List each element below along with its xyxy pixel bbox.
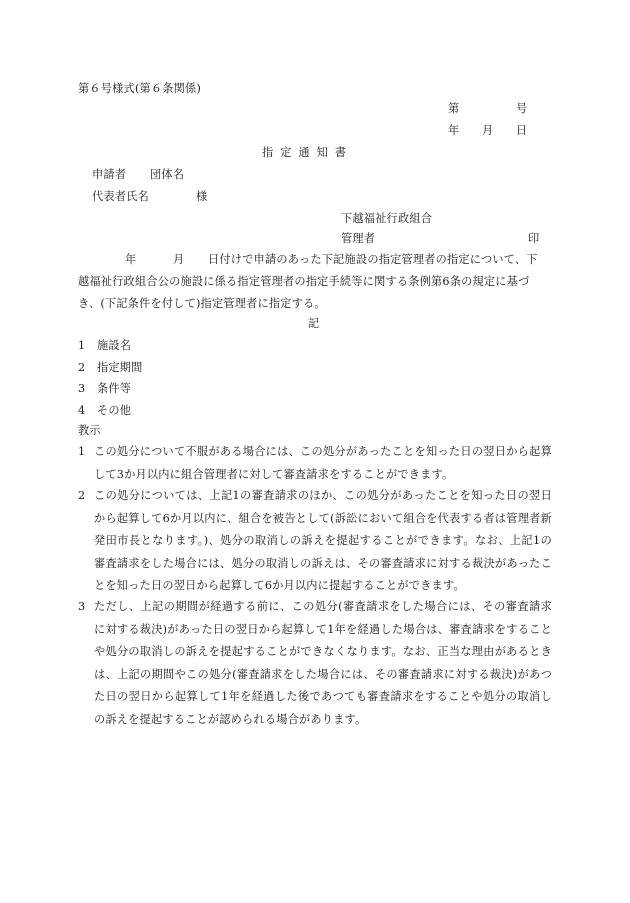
item-designation-period: 指定期間 — [97, 361, 143, 374]
item-number: 3 — [78, 382, 86, 395]
issuer-role: 管理者 — [341, 232, 376, 245]
notice-text: この処分について不服がある場合には、この処分があったことを知った日の翌日から起算して3か月以内に組合管理者に対して審査請求をすることができます。 — [94, 445, 552, 481]
honorific: 様 — [196, 190, 208, 203]
notice-text: この処分については、上記1の審査請求のほか、この処分があったことを知った日の翌日から起算して6か月以内に、組合を被告として(訴訟において組合を代表する者は管理者新発田市長となります。)、処分の取消しの訴えを提起することができます。なお、上記1の審査請求をした場合には、処分の取消しの訴えは、その審査請求に対する裁決があったことを知った日の翌日から起算して6か月以内に提起することができます。 — [94, 489, 552, 592]
item-number: 1 — [78, 339, 86, 352]
notice-item — [78, 441, 552, 486]
notice-heading: 教示 — [78, 424, 101, 437]
representative-name-label: 代表者氏名 — [92, 190, 149, 203]
notice-item — [78, 596, 552, 731]
date-month: 月 — [482, 124, 494, 137]
seal-mark: 印 — [528, 232, 540, 245]
doc-number-dai: 第 — [448, 102, 460, 115]
main-text-line1: 日付けで申請のあった下記施設の指定管理者の指定について、下 — [208, 253, 538, 266]
main-text-line3: き、(下記条件を付して)指定管理者に指定する。 — [78, 297, 326, 310]
main-text-line2: 越福祉行政組合公の施設に係る指定管理者の指定手続等に関する条例第6条の規定に基づ — [78, 275, 530, 288]
date-day: 日 — [516, 124, 528, 137]
doc-number-go: 号 — [516, 102, 528, 115]
date-year: 年 — [448, 124, 460, 137]
notice-number: 3 — [78, 600, 86, 613]
item-number: 2 — [78, 361, 86, 374]
ki-heading: 記 — [308, 317, 320, 330]
item-number: 4 — [78, 404, 86, 417]
main-year-blank: 年 — [125, 253, 137, 266]
main-month-blank: 月 — [173, 253, 185, 266]
notice-text: ただし、上記の期間が経過する前に、この処分(審査請求をした場合には、その審査請求に対する裁決)があった日の翌日から起算して1年を経過した場合は、審査請求をすることや処分の取消しの訴えを提起することができなくなります。なお、正当な理由があるときは、上記の期間やこの処分(審査請求をした場合には、その審査請求に対する裁決)があつた日の翌日から起算して1年を経過した後であつても審査請求をすることや処分の取消しの訴えを提起することが認められる場合があります。 — [94, 600, 552, 726]
applicant-label: 申請者 — [92, 168, 127, 181]
form-label: 第６号様式(第６条関係) — [78, 82, 202, 95]
item-conditions: 条件等 — [97, 382, 132, 395]
issuer-organization: 下越福祉行政組合 — [341, 212, 433, 225]
notice-number: 2 — [78, 489, 86, 502]
page-title: 指定通知書 — [262, 146, 353, 159]
notice-item — [78, 485, 552, 598]
organization-name-label: 団体名 — [150, 168, 185, 181]
item-facility-name: 施設名 — [97, 339, 132, 352]
notice-number: 1 — [78, 445, 86, 458]
item-other: その他 — [97, 404, 132, 417]
